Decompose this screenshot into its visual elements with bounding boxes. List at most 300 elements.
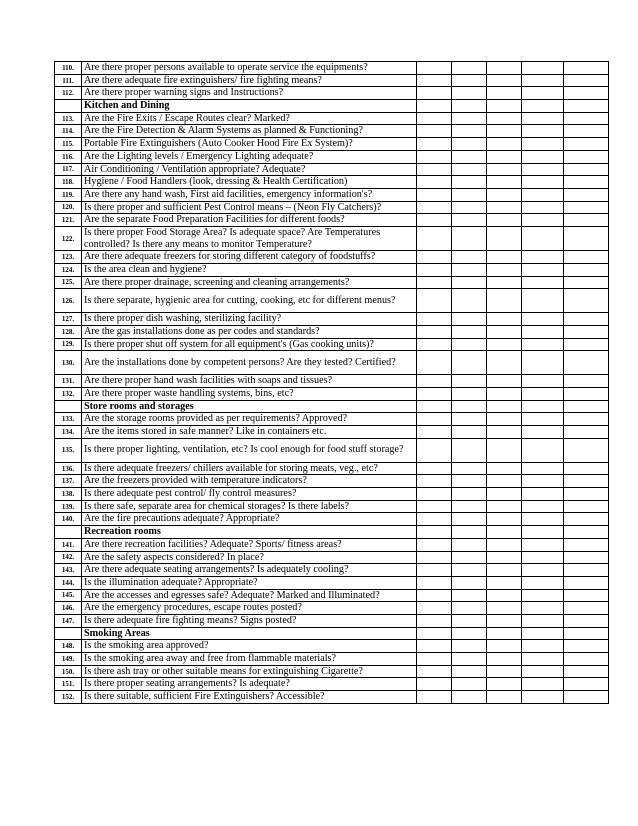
question-text: Is there adequate pest control/ fly control measures? xyxy=(82,488,417,501)
item-number xyxy=(55,627,82,640)
response-cell-5[interactable] xyxy=(564,226,609,250)
response-cell-4[interactable] xyxy=(522,112,564,125)
response-cell-2[interactable] xyxy=(452,513,487,526)
response-cell-5[interactable] xyxy=(564,188,609,201)
item-number: 145. xyxy=(55,589,82,602)
response-cell-4[interactable] xyxy=(522,188,564,201)
response-cell-4[interactable] xyxy=(522,614,564,627)
response-cell-2[interactable] xyxy=(452,351,487,375)
table-row xyxy=(55,74,609,87)
response-cell-5[interactable] xyxy=(564,665,609,678)
response-cell-5[interactable] xyxy=(564,526,609,539)
response-cell-3[interactable] xyxy=(487,665,522,678)
response-cell-2[interactable] xyxy=(452,576,487,589)
response-cell-1[interactable] xyxy=(417,602,452,615)
response-cell-2[interactable] xyxy=(452,375,487,388)
response-cell-1[interactable] xyxy=(417,475,452,488)
response-cell-3[interactable] xyxy=(487,438,522,462)
response-cell-5[interactable] xyxy=(564,640,609,653)
question-text: Is the area clean and hygiene? xyxy=(82,263,417,276)
response-cell-5[interactable] xyxy=(564,551,609,564)
item-number: 115. xyxy=(55,138,82,151)
response-cell-2[interactable] xyxy=(452,387,487,400)
table-row xyxy=(55,438,609,462)
response-cell-5[interactable] xyxy=(564,176,609,189)
response-cell-2[interactable] xyxy=(452,564,487,577)
response-cell-5[interactable] xyxy=(564,387,609,400)
response-cell-2[interactable] xyxy=(452,138,487,151)
response-cell-4[interactable] xyxy=(522,475,564,488)
response-cell-5[interactable] xyxy=(564,338,609,351)
response-cell-5[interactable] xyxy=(564,276,609,289)
response-cell-5[interactable] xyxy=(564,100,609,113)
response-cell-2[interactable] xyxy=(452,125,487,138)
response-cell-3[interactable] xyxy=(487,276,522,289)
response-cell-4[interactable] xyxy=(522,665,564,678)
table-row xyxy=(55,614,609,627)
response-cell-1[interactable] xyxy=(417,74,452,87)
response-cell-2[interactable] xyxy=(452,214,487,227)
response-cell-1[interactable] xyxy=(417,627,452,640)
item-number: 135. xyxy=(55,438,82,462)
response-cell-1[interactable] xyxy=(417,387,452,400)
response-cell-2[interactable] xyxy=(452,462,487,475)
response-cell-3[interactable] xyxy=(487,251,522,264)
response-cell-3[interactable] xyxy=(487,627,522,640)
response-cell-4[interactable] xyxy=(522,87,564,100)
response-cell-3[interactable] xyxy=(487,313,522,326)
response-cell-2[interactable] xyxy=(452,438,487,462)
response-cell-4[interactable] xyxy=(522,214,564,227)
table-row xyxy=(55,276,609,289)
question-text: Is there proper shut off system for all equipment's (Gas cooking units)? xyxy=(82,338,417,351)
response-cell-4[interactable] xyxy=(522,513,564,526)
response-cell-2[interactable] xyxy=(452,176,487,189)
response-cell-1[interactable] xyxy=(417,325,452,338)
response-cell-1[interactable] xyxy=(417,462,452,475)
response-cell-3[interactable] xyxy=(487,338,522,351)
question-text: Are the safety aspects considered? In place? xyxy=(82,551,417,564)
response-cell-1[interactable] xyxy=(417,691,452,704)
response-cell-4[interactable] xyxy=(522,551,564,564)
response-cell-1[interactable] xyxy=(417,100,452,113)
response-cell-1[interactable] xyxy=(417,614,452,627)
response-cell-4[interactable] xyxy=(522,488,564,501)
response-cell-3[interactable] xyxy=(487,640,522,653)
response-cell-1[interactable] xyxy=(417,251,452,264)
response-cell-3[interactable] xyxy=(487,513,522,526)
response-cell-5[interactable] xyxy=(564,678,609,691)
response-cell-5[interactable] xyxy=(564,691,609,704)
response-cell-2[interactable] xyxy=(452,338,487,351)
question-text: Are there proper warning signs and Instructions? xyxy=(82,87,417,100)
response-cell-4[interactable] xyxy=(522,526,564,539)
table-row xyxy=(55,691,609,704)
response-cell-1[interactable] xyxy=(417,400,452,413)
response-cell-4[interactable] xyxy=(522,627,564,640)
response-cell-1[interactable] xyxy=(417,263,452,276)
response-cell-1[interactable] xyxy=(417,413,452,426)
response-cell-2[interactable] xyxy=(452,614,487,627)
response-cell-3[interactable] xyxy=(487,526,522,539)
response-cell-2[interactable] xyxy=(452,87,487,100)
response-cell-3[interactable] xyxy=(487,500,522,513)
table-row xyxy=(55,576,609,589)
response-cell-2[interactable] xyxy=(452,62,487,75)
response-cell-5[interactable] xyxy=(564,289,609,313)
response-cell-4[interactable] xyxy=(522,62,564,75)
response-cell-4[interactable] xyxy=(522,351,564,375)
response-cell-5[interactable] xyxy=(564,263,609,276)
response-cell-4[interactable] xyxy=(522,251,564,264)
response-cell-1[interactable] xyxy=(417,214,452,227)
item-number: 133. xyxy=(55,413,82,426)
response-cell-5[interactable] xyxy=(564,325,609,338)
response-cell-1[interactable] xyxy=(417,338,452,351)
response-cell-2[interactable] xyxy=(452,665,487,678)
response-cell-3[interactable] xyxy=(487,614,522,627)
response-cell-2[interactable] xyxy=(452,400,487,413)
table-row xyxy=(55,678,609,691)
response-cell-2[interactable] xyxy=(452,551,487,564)
response-cell-3[interactable] xyxy=(487,351,522,375)
item-number xyxy=(55,100,82,113)
response-cell-1[interactable] xyxy=(417,138,452,151)
response-cell-3[interactable] xyxy=(487,538,522,551)
response-cell-3[interactable] xyxy=(487,176,522,189)
response-cell-1[interactable] xyxy=(417,313,452,326)
response-cell-4[interactable] xyxy=(522,289,564,313)
response-cell-3[interactable] xyxy=(487,387,522,400)
response-cell-2[interactable] xyxy=(452,74,487,87)
response-cell-3[interactable] xyxy=(487,576,522,589)
response-cell-5[interactable] xyxy=(564,513,609,526)
response-cell-5[interactable] xyxy=(564,400,609,413)
response-cell-1[interactable] xyxy=(417,526,452,539)
question-text: Is there proper and sufficient Pest Control means – (Neon Fly Catchers)? xyxy=(82,201,417,214)
question-text: Are there adequate fire extinguishers/ fire fighting means? xyxy=(82,74,417,87)
response-cell-2[interactable] xyxy=(452,653,487,666)
response-cell-1[interactable] xyxy=(417,426,452,439)
response-cell-4[interactable] xyxy=(522,100,564,113)
response-cell-5[interactable] xyxy=(564,150,609,163)
response-cell-2[interactable] xyxy=(452,413,487,426)
response-cell-4[interactable] xyxy=(522,576,564,589)
response-cell-4[interactable] xyxy=(522,313,564,326)
response-cell-1[interactable] xyxy=(417,665,452,678)
response-cell-3[interactable] xyxy=(487,602,522,615)
response-cell-4[interactable] xyxy=(522,564,564,577)
response-cell-1[interactable] xyxy=(417,125,452,138)
response-cell-1[interactable] xyxy=(417,163,452,176)
response-cell-1[interactable] xyxy=(417,551,452,564)
response-cell-5[interactable] xyxy=(564,602,609,615)
response-cell-2[interactable] xyxy=(452,276,487,289)
response-cell-2[interactable] xyxy=(452,500,487,513)
response-cell-4[interactable] xyxy=(522,413,564,426)
response-cell-5[interactable] xyxy=(564,125,609,138)
response-cell-2[interactable] xyxy=(452,526,487,539)
response-cell-2[interactable] xyxy=(452,263,487,276)
response-cell-3[interactable] xyxy=(487,289,522,313)
item-number: 118. xyxy=(55,176,82,189)
response-cell-4[interactable] xyxy=(522,276,564,289)
response-cell-1[interactable] xyxy=(417,112,452,125)
response-cell-5[interactable] xyxy=(564,589,609,602)
response-cell-1[interactable] xyxy=(417,564,452,577)
response-cell-4[interactable] xyxy=(522,201,564,214)
question-text: Is there proper dish washing, sterilizing facility? xyxy=(82,313,417,326)
response-cell-5[interactable] xyxy=(564,653,609,666)
response-cell-3[interactable] xyxy=(487,74,522,87)
response-cell-5[interactable] xyxy=(564,375,609,388)
response-cell-3[interactable] xyxy=(487,653,522,666)
table-row xyxy=(55,513,609,526)
response-cell-5[interactable] xyxy=(564,214,609,227)
response-cell-2[interactable] xyxy=(452,226,487,250)
response-cell-3[interactable] xyxy=(487,691,522,704)
table-row xyxy=(55,488,609,501)
question-text: Is there adequate fire fighting means? Signs posted? xyxy=(82,614,417,627)
response-cell-5[interactable] xyxy=(564,614,609,627)
table-row xyxy=(55,62,609,75)
response-cell-5[interactable] xyxy=(564,138,609,151)
item-number: 129. xyxy=(55,338,82,351)
response-cell-3[interactable] xyxy=(487,375,522,388)
response-cell-1[interactable] xyxy=(417,538,452,551)
item-number: 122. xyxy=(55,226,82,250)
response-cell-3[interactable] xyxy=(487,226,522,250)
response-cell-5[interactable] xyxy=(564,538,609,551)
response-cell-4[interactable] xyxy=(522,263,564,276)
response-cell-3[interactable] xyxy=(487,100,522,113)
response-cell-5[interactable] xyxy=(564,74,609,87)
item-number: 149. xyxy=(55,653,82,666)
section-header-row xyxy=(55,400,609,413)
question-text: Is the illumination adequate? Appropriate? xyxy=(82,576,417,589)
response-cell-1[interactable] xyxy=(417,375,452,388)
response-cell-4[interactable] xyxy=(522,387,564,400)
response-cell-3[interactable] xyxy=(487,112,522,125)
response-cell-3[interactable] xyxy=(487,551,522,564)
response-cell-4[interactable] xyxy=(522,176,564,189)
response-cell-1[interactable] xyxy=(417,188,452,201)
response-cell-5[interactable] xyxy=(564,112,609,125)
response-cell-4[interactable] xyxy=(522,691,564,704)
response-cell-2[interactable] xyxy=(452,602,487,615)
response-cell-1[interactable] xyxy=(417,640,452,653)
response-cell-2[interactable] xyxy=(452,640,487,653)
response-cell-5[interactable] xyxy=(564,576,609,589)
response-cell-4[interactable] xyxy=(522,125,564,138)
response-cell-3[interactable] xyxy=(487,263,522,276)
response-cell-3[interactable] xyxy=(487,138,522,151)
question-text: Are the Fire Detection & Alarm Systems as planned & Functioning? xyxy=(82,125,417,138)
table-row xyxy=(55,602,609,615)
response-cell-3[interactable] xyxy=(487,188,522,201)
response-cell-2[interactable] xyxy=(452,426,487,439)
response-cell-4[interactable] xyxy=(522,138,564,151)
response-cell-4[interactable] xyxy=(522,602,564,615)
item-number: 128. xyxy=(55,325,82,338)
response-cell-2[interactable] xyxy=(452,251,487,264)
response-cell-5[interactable] xyxy=(564,201,609,214)
item-number: 141. xyxy=(55,538,82,551)
response-cell-4[interactable] xyxy=(522,678,564,691)
table-row xyxy=(55,413,609,426)
response-cell-3[interactable] xyxy=(487,325,522,338)
response-cell-3[interactable] xyxy=(487,488,522,501)
question-text: Is there safe, separate area for chemical storages? Is there labels? xyxy=(82,500,417,513)
response-cell-1[interactable] xyxy=(417,653,452,666)
item-number: 130. xyxy=(55,351,82,375)
response-cell-3[interactable] xyxy=(487,678,522,691)
response-cell-1[interactable] xyxy=(417,351,452,375)
response-cell-4[interactable] xyxy=(522,538,564,551)
response-cell-2[interactable] xyxy=(452,538,487,551)
response-cell-5[interactable] xyxy=(564,87,609,100)
response-cell-5[interactable] xyxy=(564,163,609,176)
response-cell-2[interactable] xyxy=(452,150,487,163)
response-cell-3[interactable] xyxy=(487,87,522,100)
response-cell-2[interactable] xyxy=(452,188,487,201)
question-text: Are the emergency procedures, escape routes posted? xyxy=(82,602,417,615)
question-text: Is there ash tray or other suitable means for extinguishing Cigarette? xyxy=(82,665,417,678)
response-cell-5[interactable] xyxy=(564,488,609,501)
response-cell-2[interactable] xyxy=(452,589,487,602)
response-cell-4[interactable] xyxy=(522,589,564,602)
question-text: Are the separate Food Preparation Facilities for different foods? xyxy=(82,214,417,227)
response-cell-5[interactable] xyxy=(564,500,609,513)
question-text: Are the Lighting levels / Emergency Lighting adequate? xyxy=(82,150,417,163)
response-cell-5[interactable] xyxy=(564,413,609,426)
response-cell-3[interactable] xyxy=(487,62,522,75)
response-cell-2[interactable] xyxy=(452,201,487,214)
response-cell-3[interactable] xyxy=(487,589,522,602)
question-text: Are there proper persons available to operate service the equipments? xyxy=(82,62,417,75)
response-cell-2[interactable] xyxy=(452,325,487,338)
item-number: 151. xyxy=(55,678,82,691)
item-number xyxy=(55,400,82,413)
response-cell-4[interactable] xyxy=(522,163,564,176)
response-cell-5[interactable] xyxy=(564,62,609,75)
item-number: 119. xyxy=(55,188,82,201)
item-number: 143. xyxy=(55,564,82,577)
question-text: Is there adequate freezers/ chillers available for storing meats, veg., etc? xyxy=(82,462,417,475)
response-cell-1[interactable] xyxy=(417,488,452,501)
section-header-row xyxy=(55,100,609,113)
response-cell-1[interactable] xyxy=(417,226,452,250)
response-cell-3[interactable] xyxy=(487,564,522,577)
question-text: Air Conditioning / Ventilation appropriate? Adequate? xyxy=(82,163,417,176)
response-cell-3[interactable] xyxy=(487,475,522,488)
response-cell-1[interactable] xyxy=(417,176,452,189)
response-cell-4[interactable] xyxy=(522,338,564,351)
response-cell-4[interactable] xyxy=(522,226,564,250)
response-cell-2[interactable] xyxy=(452,678,487,691)
response-cell-5[interactable] xyxy=(564,251,609,264)
response-cell-5[interactable] xyxy=(564,564,609,577)
response-cell-3[interactable] xyxy=(487,201,522,214)
response-cell-3[interactable] xyxy=(487,150,522,163)
response-cell-1[interactable] xyxy=(417,589,452,602)
response-cell-5[interactable] xyxy=(564,475,609,488)
response-cell-5[interactable] xyxy=(564,426,609,439)
response-cell-2[interactable] xyxy=(452,691,487,704)
response-cell-3[interactable] xyxy=(487,125,522,138)
response-cell-3[interactable] xyxy=(487,214,522,227)
response-cell-1[interactable] xyxy=(417,276,452,289)
question-text: Are there proper waste handling systems, bins, etc? xyxy=(82,387,417,400)
table-row xyxy=(55,426,609,439)
table-row xyxy=(55,251,609,264)
response-cell-5[interactable] xyxy=(564,313,609,326)
response-cell-2[interactable] xyxy=(452,163,487,176)
response-cell-2[interactable] xyxy=(452,289,487,313)
response-cell-1[interactable] xyxy=(417,513,452,526)
response-cell-3[interactable] xyxy=(487,462,522,475)
response-cell-3[interactable] xyxy=(487,413,522,426)
response-cell-5[interactable] xyxy=(564,351,609,375)
response-cell-5[interactable] xyxy=(564,462,609,475)
question-text: Are the fire precautions adequate? Appropriate? xyxy=(82,513,417,526)
response-cell-4[interactable] xyxy=(522,462,564,475)
table-row xyxy=(55,138,609,151)
item-number: 126. xyxy=(55,289,82,313)
response-cell-2[interactable] xyxy=(452,475,487,488)
item-number: 125. xyxy=(55,276,82,289)
response-cell-4[interactable] xyxy=(522,653,564,666)
item-number: 121. xyxy=(55,214,82,227)
response-cell-2[interactable] xyxy=(452,488,487,501)
response-cell-5[interactable] xyxy=(564,438,609,462)
response-cell-1[interactable] xyxy=(417,438,452,462)
section-header-row xyxy=(55,627,609,640)
response-cell-4[interactable] xyxy=(522,500,564,513)
response-cell-4[interactable] xyxy=(522,426,564,439)
response-cell-3[interactable] xyxy=(487,163,522,176)
response-cell-4[interactable] xyxy=(522,640,564,653)
response-cell-1[interactable] xyxy=(417,289,452,313)
response-cell-1[interactable] xyxy=(417,150,452,163)
response-cell-4[interactable] xyxy=(522,438,564,462)
response-cell-2[interactable] xyxy=(452,627,487,640)
response-cell-1[interactable] xyxy=(417,576,452,589)
table-row xyxy=(55,665,609,678)
item-number: 131. xyxy=(55,375,82,388)
table-row xyxy=(55,176,609,189)
response-cell-2[interactable] xyxy=(452,313,487,326)
item-number: 142. xyxy=(55,551,82,564)
question-text: Is there proper seating arrangements? Is adequate? xyxy=(82,678,417,691)
response-cell-4[interactable] xyxy=(522,74,564,87)
response-cell-4[interactable] xyxy=(522,375,564,388)
response-cell-4[interactable] xyxy=(522,150,564,163)
response-cell-4[interactable] xyxy=(522,400,564,413)
item-number: 137. xyxy=(55,475,82,488)
response-cell-1[interactable] xyxy=(417,62,452,75)
response-cell-4[interactable] xyxy=(522,325,564,338)
response-cell-1[interactable] xyxy=(417,87,452,100)
response-cell-5[interactable] xyxy=(564,627,609,640)
response-cell-3[interactable] xyxy=(487,426,522,439)
response-cell-2[interactable] xyxy=(452,100,487,113)
response-cell-1[interactable] xyxy=(417,201,452,214)
response-cell-3[interactable] xyxy=(487,400,522,413)
response-cell-2[interactable] xyxy=(452,112,487,125)
response-cell-1[interactable] xyxy=(417,500,452,513)
response-cell-1[interactable] xyxy=(417,678,452,691)
